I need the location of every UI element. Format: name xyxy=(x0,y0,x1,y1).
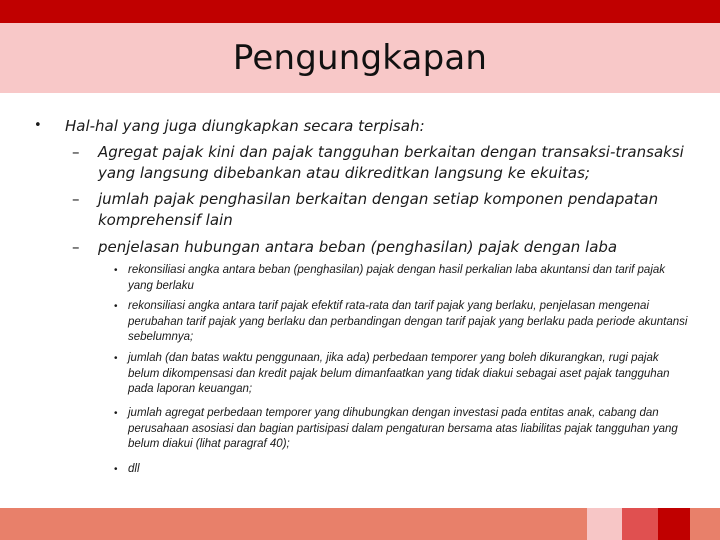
sub-list-item-text: dll xyxy=(128,463,140,475)
footer-segment-end xyxy=(690,508,720,540)
dash-marker: – xyxy=(72,238,80,256)
dash-marker: – xyxy=(72,190,80,208)
sub-bullet-marker: • xyxy=(114,353,118,364)
sub-bullet-marker: • xyxy=(114,464,118,475)
bullet-marker: • xyxy=(34,118,42,133)
footer-band xyxy=(0,508,720,540)
footer-segment-main xyxy=(0,508,587,540)
sub-list-item-text: jumlah agregat perbedaan temporer yang dihubungkan dengan investasi pada entitas anak, cabang dan perusahaan asosiasi dan bagian partisipasi dalam pengaturan bersama atas liabilitas pajak tangguhan yang belum diakui (lihat paragraf 40); xyxy=(128,407,678,450)
top-accent-strip xyxy=(0,0,720,23)
slide-content xyxy=(0,93,720,508)
list-item-text: Agregat pajak kini dan pajak tangguhan berkaitan dengan transaksi-transaksi yang langsung dibebankan atau dikreditkan langsung ke ekuitas; xyxy=(98,143,684,182)
footer-segment-light xyxy=(587,508,622,540)
sub-list-item-text: rekonsiliasi angka antara tarif pajak efektif rata-rata dan tarif pajak yang berlaku, penjelasan mengenai perubahan tarif pajak yang berlaku dan perbandingan dengan tarif pajak yang berlaku pada periode akuntansi sebelumnya; xyxy=(128,300,688,343)
sub-list-item-text: rekonsiliasi angka antara beban (penghasilan) pajak dengan hasil perkalian laba akuntansi dan tarif pajak yang berlaku xyxy=(128,264,666,292)
slide-title: Pengungkapan xyxy=(232,38,488,78)
footer-segment-dark xyxy=(658,508,690,540)
list-item-text: penjelasan hubungan antara beban (penghasilan) pajak dengan laba xyxy=(98,238,618,256)
sub-bullet-marker: • xyxy=(114,301,118,312)
sub-bullet-marker: • xyxy=(114,408,118,419)
dash-marker: – xyxy=(72,143,80,161)
list-item-text: jumlah pajak penghasilan berkaitan dengan setiap komponen pendapatan komprehensif lain xyxy=(98,190,659,229)
sub-list-item-text: jumlah (dan batas waktu penggunaan, jika ada) perbedaan temporer yang boleh dikurangkan, rugi pajak belum dikompensasi dan kredit pajak belum dimanfaatkan yang tidak diakui sebagai aset pajak tangguhan pada laporan keuangan; xyxy=(128,352,670,395)
footer-segment-red xyxy=(622,508,658,540)
intro-text: Hal-hal yang juga diungkapkan secara terpisah: xyxy=(65,117,425,135)
sub-bullet-marker: • xyxy=(114,265,118,276)
title-band xyxy=(0,23,720,93)
